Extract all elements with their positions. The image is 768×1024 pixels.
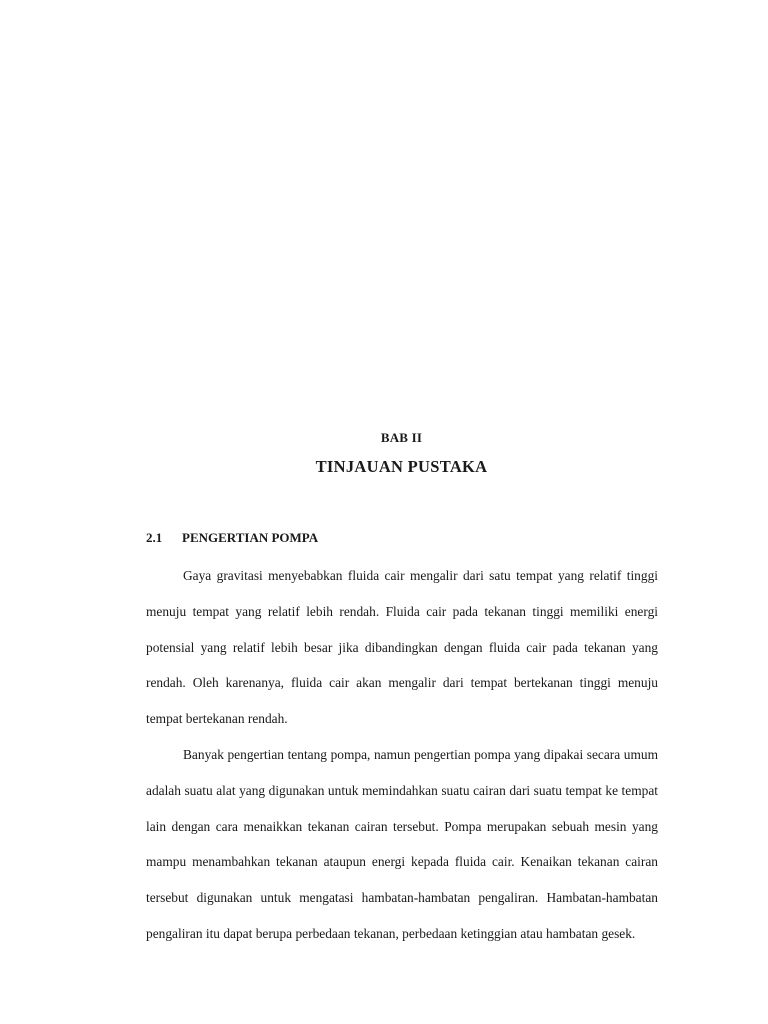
chapter-title: TINJAUAN PUSTAKA <box>315 457 488 476</box>
paragraph-pump-definition: Banyak pengertian tentang pompa, namun pengertian pompa yang dipakai secara umum adalah suatu alat yang digunakan untuk memindahkan suatu cairan dari suatu tempat ke tempat lain dengan cara menaikkan tekanan cairan tersebut. Pompa merupakan sebuah mesin yang mampu menambahkan tekanan ataupun energi kepada fluida cair. Kenaikan tekanan cairan tersebut digunakan untuk mengatasi hambatan-hambatan pengaliran. Hambatan-hambatan pengaliran itu dapat berupa perbedaan tekanan, perbedaan ketinggian atau hambatan gesek. <box>146 746 658 941</box>
section-number: 2.1 <box>146 530 163 545</box>
section-title: PENGERTIAN POMPA <box>182 530 319 545</box>
chapter-number: BAB II <box>380 430 423 445</box>
paragraph-gravity: Gaya gravitasi menyebabkan fluida cair mengalir dari satu tempat yang relatif tinggi menuju tempat yang relatif lebih rendah. Fluida cair pada tekanan tinggi memiliki energi potensial yang relatif lebih besar jika dibandingkan dengan fluida cair pada tekanan yang rendah. Oleh karenanya, fluida cair akan mengalir dari tempat bertekanan tinggi menuju tempat bertekanan rendah. <box>146 568 658 727</box>
body-text <box>146 558 658 952</box>
section-heading <box>146 530 318 546</box>
